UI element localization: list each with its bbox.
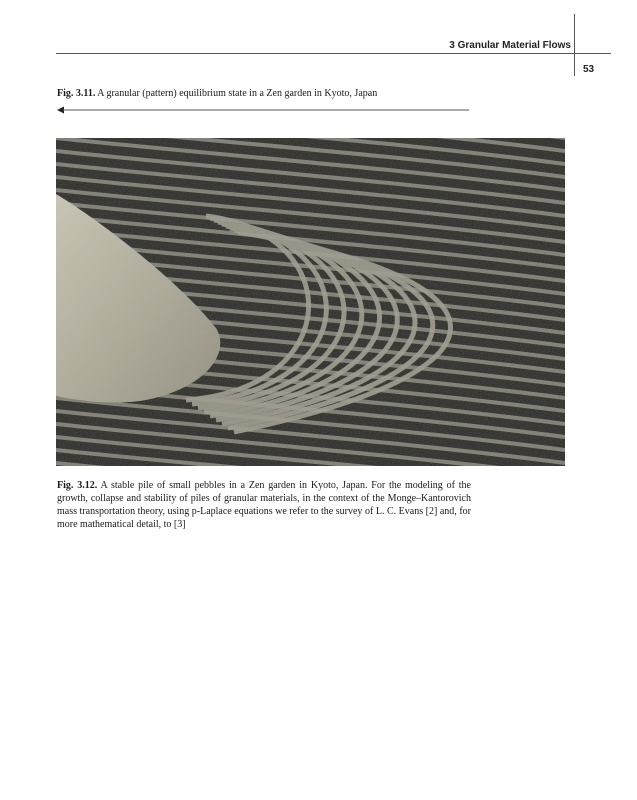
page-number: 53 [583,64,595,75]
figure-3-11-label: Fig. 3.11. [57,88,96,99]
figure-3-12-label: Fig. 3.12. [57,480,98,491]
zen-garden-photo [56,138,565,466]
figure-3-12-caption [57,479,471,531]
header-rule [56,53,611,54]
running-head-chapter-title: 3 Granular Material Flows [449,40,571,51]
figure-3-11-caption [57,88,377,100]
figure-3-12-text: A stable pile of small pebbles in a Zen garden in Kyoto, Japan. For the modeling of the growth, collapse and stability of piles of granular materials, in the context of the Monge–Kantorovich mass transportation theory, using p-Laplace equations we refer to the survey of L. C. Evans [2] and, for more mathematical detail, to [3] [57,480,471,530]
zen-garden-image [56,138,565,466]
header-vertical-rule [574,14,575,76]
caption-pointer-arrow [57,105,469,115]
figure-3-11-text: A granular (pattern) equilibrium state in a Zen garden in Kyoto, Japan [95,88,378,99]
